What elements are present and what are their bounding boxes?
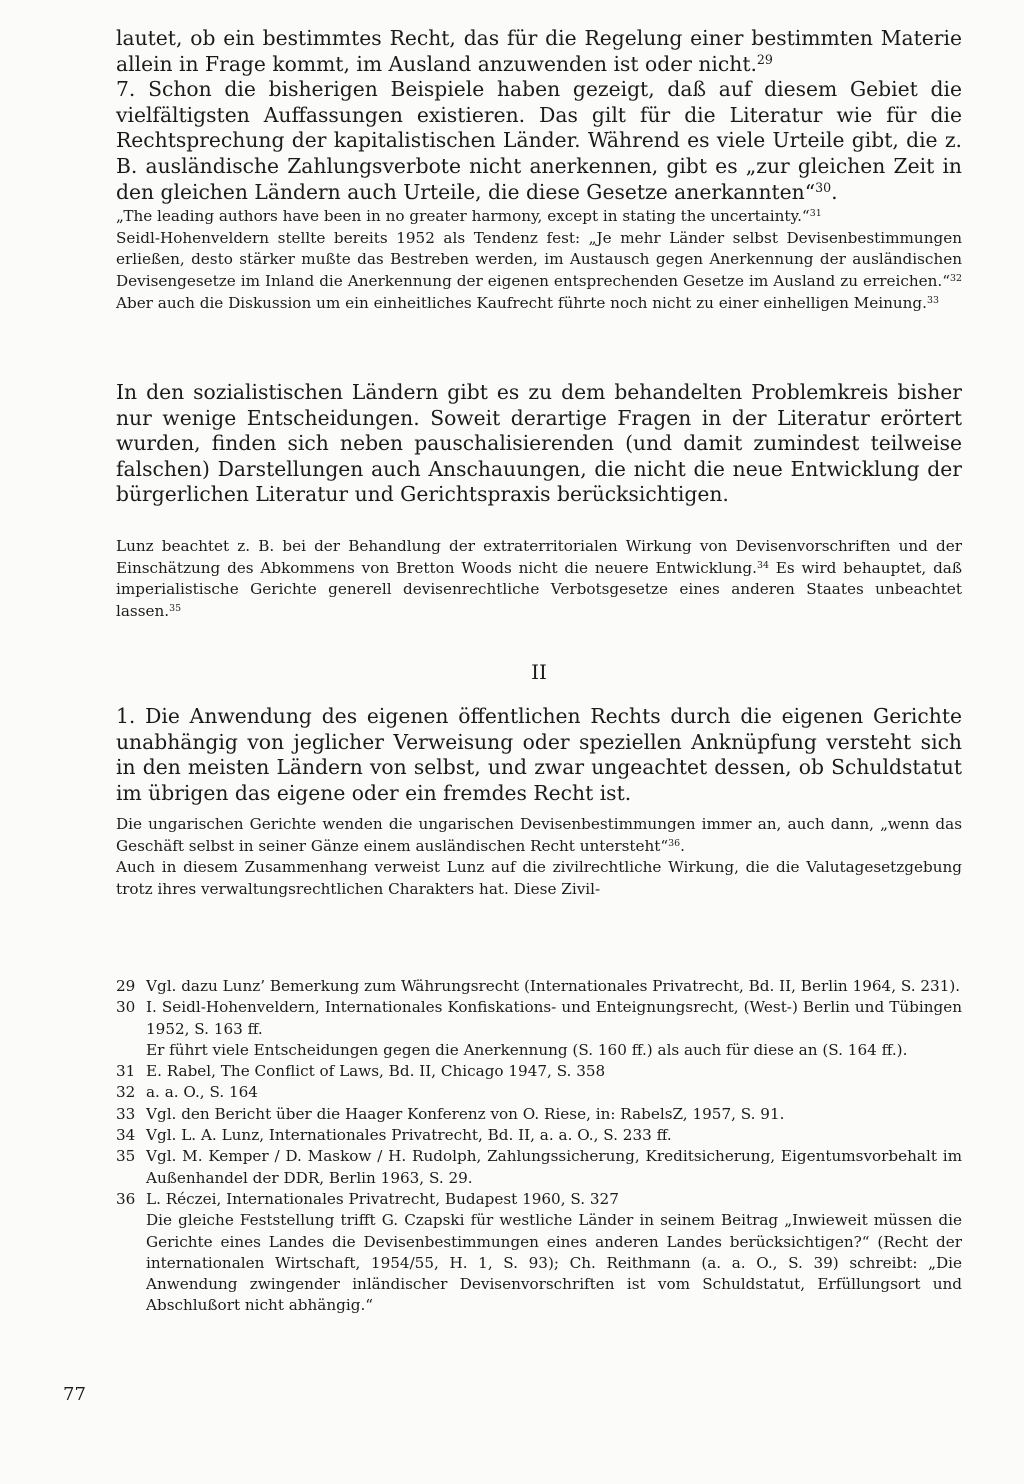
footnote-text: L. Réczei, Internationales Privatrecht, Budapest 1960, S. 327	[146, 1189, 619, 1208]
footnote-text: Vgl. M. Kemper / D. Maskow / H. Rudolph, Zahlungssicherung, Kreditsicherung, Eigentumsvorbehalt im Außenhandel der DDR, Berlin 1963, S. 29.	[146, 1147, 962, 1187]
footnote-text: a. a. O., S. 164	[146, 1083, 258, 1102]
page-number: 77	[63, 1384, 86, 1405]
footnote	[116, 997, 962, 1040]
footnote-text: E. Rabel, The Conflict of Laws, Bd. II, Chicago 1947, S. 358	[146, 1062, 606, 1081]
small-paragraph: Seidl-Hohenveldern stellte bereits 1952 als Tendenz fest: „Je mehr Länder selbst Devisenbestimmungen erließen, desto stärker mußte das Bestreben werden, im Austausch gegen Anerkennung der ausländischen Devisengesetze im Inland die Anerkennung der eigenen entsprechenden Gesetze im Ausland zu erreichen.“$^{32}$ Aber auch die Diskussion um ein einheitliches Kaufrecht führte noch nicht zu einer einhelligen Meinung.$^{33}$	[116, 228, 962, 312]
small-paragraph: Auch in diesem Zusammenhang verweist Lunz auf die zivilrechtliche Wirkung, die die Valutagesetzgebung trotz ihres verwaltungsrechtlichen Charakters hat. Diese Zivil-	[116, 858, 962, 899]
body-text-section-ii	[116, 704, 962, 806]
footnote-ref: 29	[756, 51, 773, 67]
footnote-ref: 32	[950, 272, 962, 284]
quote-paragraph: „The leading authors have been in no greater harmony, except in stating the uncertainty.“$^{31}$	[116, 207, 822, 225]
footnote	[116, 1146, 962, 1189]
footnote-number: 29	[116, 977, 136, 995]
footnote-ref: 34	[756, 559, 769, 571]
footnote	[116, 1061, 962, 1082]
footnote-text: Vgl. L. A. Lunz, Internationales Privatrecht, Bd. II, a. a. O., S. 233 ff.	[146, 1126, 672, 1145]
footnote-text: I. Seidl-Hohenveldern, Internationales Konfiskations- und Enteignungsrecht, (West-) Berlin und Tübingen 1952, S. 163 ff.	[146, 998, 962, 1038]
small-paragraph: Lunz beachtet z. B. bei der Behandlung der extraterritorialen Wirkung von Devisenvorschriften und der Einschätzung des Abkommens von Bretton Woods nicht die neuere Entwicklung.$^{34}$ Es wird behauptet, daß imperialistische Gerichte generell devisenrechtliche Verbotsgesetze eines anderen Staates unbeachtet lassen.$^{35}$	[116, 537, 962, 621]
paragraph: In den sozialistischen Ländern gibt es zu dem behandelten Problemkreis bisher nur wenige Entscheidungen. Soweit derartige Fragen in der Literatur erörtert wurden, finden sich neben pauschalisierenden (und damit zumindest teilweise falschen) Darstellungen auch Anschauungen, die nicht die neue Entwicklung der bürgerlichen Literatur und Gerichtspraxis berücksichtigen.	[116, 380, 962, 507]
section-heading: II	[531, 660, 547, 684]
small-text-block-2	[116, 536, 962, 623]
footnote-number: 32	[116, 1083, 136, 1102]
paragraph: lautet, ob ein bestimmtes Recht, das für die Regelung einer bestimmten Materie allein in Frage kommt, im Ausland anzuwenden ist oder nicht.$^{29}$	[116, 26, 962, 76]
footnote-continuation: Die gleiche Feststellung trifft G. Czapski für westliche Länder in seinem Beitrag „Inwieweit müssen die Gerichte eines Landes die Devisenbestimmungen eines anderen Landes berücksichtigen?“ (Recht der internationalen Wirtschaft, 1954/55, H. 1, S. 93); Ch. Reithmann (a. a. O., S. 39) schreibt: „Die Anwendung zwingender inländischer Devisenvorschriften ist vom Schuldstatut, Erfüllungsort und Abschlußort nicht abhängig.“	[146, 1211, 962, 1315]
footnote-number: 35	[116, 1147, 136, 1166]
footnote-ref: 35	[169, 602, 182, 614]
footnote-number: 30	[116, 998, 136, 1017]
footnote-number: 34	[116, 1126, 136, 1145]
paragraph: 7. Schon die bisherigen Beispiele haben gezeigt, daß auf diesem Gebiet die vielfältigsten Auffassungen existieren. Das gilt für die Literatur wie für die Rechtsprechung der kapitalistischen Länder. Während es viele Urteile gibt, die z. B. ausländische Zahlungsverbote nicht anerkennen, gibt es „zur gleichen Zeit in den gleichen Ländern auch Urteile, die diese Gesetze anerkannten“$^{30}$.	[116, 77, 962, 204]
small-paragraph: Die ungarischen Gerichte wenden die ungarischen Devisenbestimmungen immer an, auch dann, „wenn das Geschäft selbst in seiner Gänze einem ausländischen Recht untersteht“$^{36}$.	[116, 815, 962, 855]
footnote	[116, 976, 962, 997]
footnote-ref: 30	[815, 179, 832, 195]
footnote-text: Vgl. dazu Lunz’ Bemerkung zum Währungsrecht (Internationales Privatrecht, Bd. II, Berlin 1964, S. 231).	[146, 977, 961, 995]
footnote-ref: 31	[809, 207, 822, 219]
footnote-continuation: Er führt viele Entscheidungen gegen die Anerkennung (S. 160 ff.) als auch für diese an (S. 164 ff.).	[146, 1040, 908, 1059]
small-text-block-3	[116, 814, 962, 901]
footnote-ref: 36	[668, 837, 681, 849]
footnotes	[116, 976, 962, 1317]
footnote	[116, 1125, 962, 1146]
footnote-number: 33	[116, 1104, 136, 1123]
body-text-middle	[116, 380, 962, 508]
footnote	[116, 1104, 962, 1125]
small-text-block-1	[116, 206, 962, 315]
footnote	[116, 1082, 962, 1103]
body-text-upper	[116, 26, 962, 205]
paragraph: 1. Die Anwendung des eigenen öffentlichen Rechts durch die eigenen Gerichte unabhängig von jeglicher Verweisung oder speziellen Anknüpfung versteht sich in den meisten Ländern von selbst, und zwar ungeachtet dessen, ob Schuldstatut im übrigen das eigene oder ein fremdes Recht ist.	[116, 704, 962, 805]
footnote-text: Vgl. den Bericht über die Haager Konferenz von O. Riese, in: RabelsZ, 1957, S. 91.	[146, 1104, 785, 1123]
footnote	[116, 1189, 962, 1210]
footnote-number: 36	[116, 1189, 136, 1208]
footnote-number: 31	[116, 1062, 136, 1081]
footnote-ref: 33	[926, 294, 939, 306]
